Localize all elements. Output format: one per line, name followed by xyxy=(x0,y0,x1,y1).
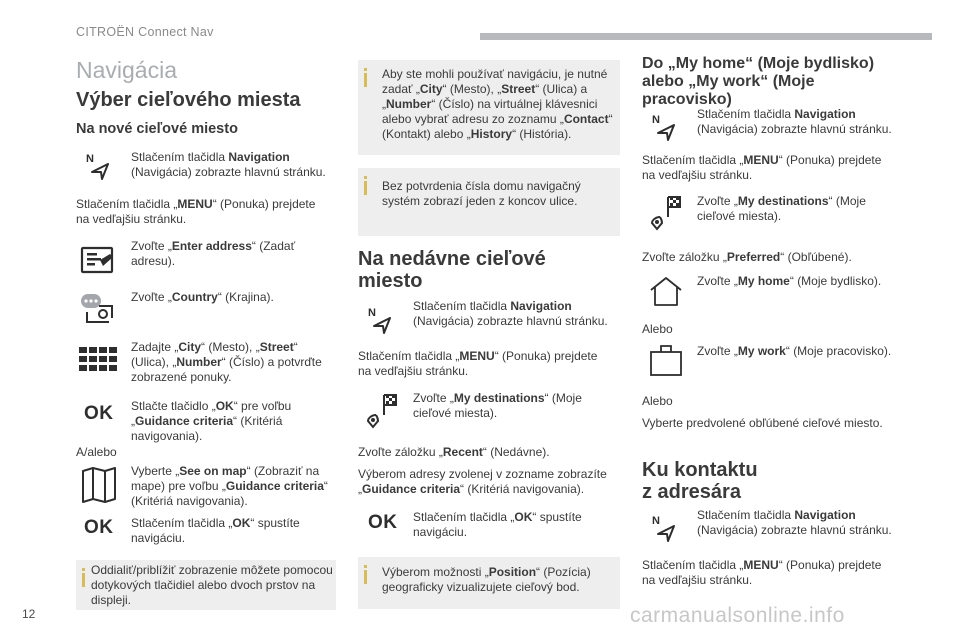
col3-step-my-work: Zvoľte „My work“ (Moje pracovisko). xyxy=(697,344,892,358)
col1-step-navigation: Stlačením tlačidla Navigation (Navigácia) zobrazte hlavnú stránku. xyxy=(131,150,326,179)
ok-button-icon: OK xyxy=(84,517,114,538)
section-title: Navigácia xyxy=(76,57,177,83)
info-text: Aby ste mohli používať navigáciu, je nutné zadať „City“ (Mesto), „Street“ (Ulica) a „Number“ (Číslo) na virtuálnej klávesnici alebo vybrať adresu zo zoznamu „Contact“ (Kontakt) alebo „History“ (História). xyxy=(382,67,613,141)
col3-para-predefined: Vyberte predvolené obľúbené cieľové miesto. xyxy=(642,416,883,430)
col3-para-preferred-tab: Zvoľte záložku „Preferred“ (Obľúbené). xyxy=(642,250,852,264)
col1-and-or: A/alebo xyxy=(76,445,117,459)
svg-text:N: N xyxy=(86,153,94,165)
map-icon xyxy=(81,466,117,507)
heading-destination-choice: Výber cieľového miesta xyxy=(76,89,301,111)
col1-step-ok-guidance: Stlačte tlačidlo „OK“ pre voľbu „Guidance criteria“ (Kritériá navigovania). xyxy=(131,399,292,443)
heading-recent-destination: Na nedávne cieľové miesto xyxy=(358,248,546,292)
home-icon xyxy=(648,276,684,311)
ok-button-icon: OK xyxy=(84,403,114,424)
work-icon xyxy=(648,343,684,380)
keyboard-grid-icon xyxy=(79,347,119,378)
col2-step-ok-start: Stlačením tlačidla „OK“ spustíte navigáciu. xyxy=(413,510,582,539)
col1-step-enter-address: Zvoľte „Enter address“ (Zadať adresu). xyxy=(131,239,296,268)
my-destinations-icon xyxy=(648,195,688,234)
col1-para-menu: Stlačením tlačidla „MENU“ (Ponuka) prejdete na vedľajšiu stránku. xyxy=(76,197,316,226)
navigation-icon xyxy=(652,514,678,545)
info-text: Výberom možnosti „Position“ (Pozícia) geograficky vizualizujete cieľový bod. xyxy=(382,565,591,594)
navigation-icon xyxy=(368,306,394,337)
col2-step-my-destinations: Zvoľte „My destinations“ (Moje cieľové miesta). xyxy=(413,391,582,420)
country-icon xyxy=(79,292,117,329)
header-bar xyxy=(480,33,932,40)
col3-para-menu-contact: Stlačením tlačidla „MENU“ (Ponuka) prejdete na vedľajšiu stránku. xyxy=(642,558,882,587)
enter-address-icon xyxy=(80,244,116,281)
watermark: carmanualsonline.info xyxy=(630,604,845,627)
ok-button-icon: OK xyxy=(368,512,398,533)
col3-or-2: Alebo xyxy=(642,394,673,408)
info-box-zoom xyxy=(76,560,336,610)
heading-new-destination: Na nové cieľové miesto xyxy=(76,121,238,137)
col1-step-country: Zvoľte „Country“ (Krajina). xyxy=(131,290,274,304)
col2-para-menu: Stlačením tlačidla „MENU“ (Ponuka) prejdete na vedľajšiu stránku. xyxy=(358,349,598,378)
svg-text:N: N xyxy=(368,307,376,319)
svg-text:N: N xyxy=(652,114,660,126)
navigation-icon xyxy=(86,152,112,183)
info-text: Bez potvrdenia čísla domu navigačný systém zobrazí jeden z koncov ulice. xyxy=(382,179,581,208)
col3-step-navigation: Stlačením tlačidla Navigation (Navigácia) zobrazte hlavnú stránku. xyxy=(697,107,892,136)
info-text: Oddialiť/priblížiť zobrazenie môžete pomocou dotykových tlačidiel alebo dvoch prstov na displeji. xyxy=(91,563,333,607)
svg-text:N: N xyxy=(652,515,660,527)
info-box-address-entry xyxy=(358,60,620,155)
my-destinations-icon xyxy=(364,393,404,432)
col3-para-menu: Stlačením tlačidla „MENU“ (Ponuka) prejdete na vedľajšiu stránku. xyxy=(642,153,882,182)
col2-para-recent-tab: Zvoľte záložku „Recent“ (Nedávne). xyxy=(358,445,550,459)
info-box-house-number xyxy=(358,168,620,236)
info-box-position xyxy=(358,557,620,609)
manual-header-title: CITROËN Connect Nav xyxy=(76,25,214,39)
heading-home-work: Do „My home“ (Moje bydlisko) alebo „My work“ (Moje pracovisko) xyxy=(642,55,875,108)
col3-step-my-home: Zvoľte „My home“ (Moje bydlisko). xyxy=(697,274,882,288)
col1-step-city-street: Zadajte „City“ (Mesto), „Street“ (Ulica), „Number“ (Číslo) a potvrďte zobrazené ponuky. xyxy=(131,340,322,384)
col3-or-1: Alebo xyxy=(642,322,673,336)
col2-para-select-address: Výberom adresy zvolenej v zozname zobrazíte „Guidance criteria“ (Kritériá navigovania). xyxy=(358,467,607,496)
heading-contact: Ku kontaktu z adresára xyxy=(642,459,758,503)
col1-step-ok-start: Stlačením tlačidla „OK“ spustíte navigáciu. xyxy=(131,516,300,545)
page-number: 12 xyxy=(22,607,36,621)
col2-step-navigation: Stlačením tlačidla Navigation (Navigácia) zobrazte hlavnú stránku. xyxy=(413,299,608,328)
col1-step-see-on-map: Vyberte „See on map“ (Zobraziť na mape) pre voľbu „Guidance criteria“ (Kritériá navigovania). xyxy=(131,464,328,508)
col3-step-my-destinations: Zvoľte „My destinations“ (Moje cieľové miesta). xyxy=(697,194,866,223)
col3-step-navigation-contact: Stlačením tlačidla Navigation (Navigácia) zobrazte hlavnú stránku. xyxy=(697,508,892,537)
navigation-icon xyxy=(652,113,678,144)
